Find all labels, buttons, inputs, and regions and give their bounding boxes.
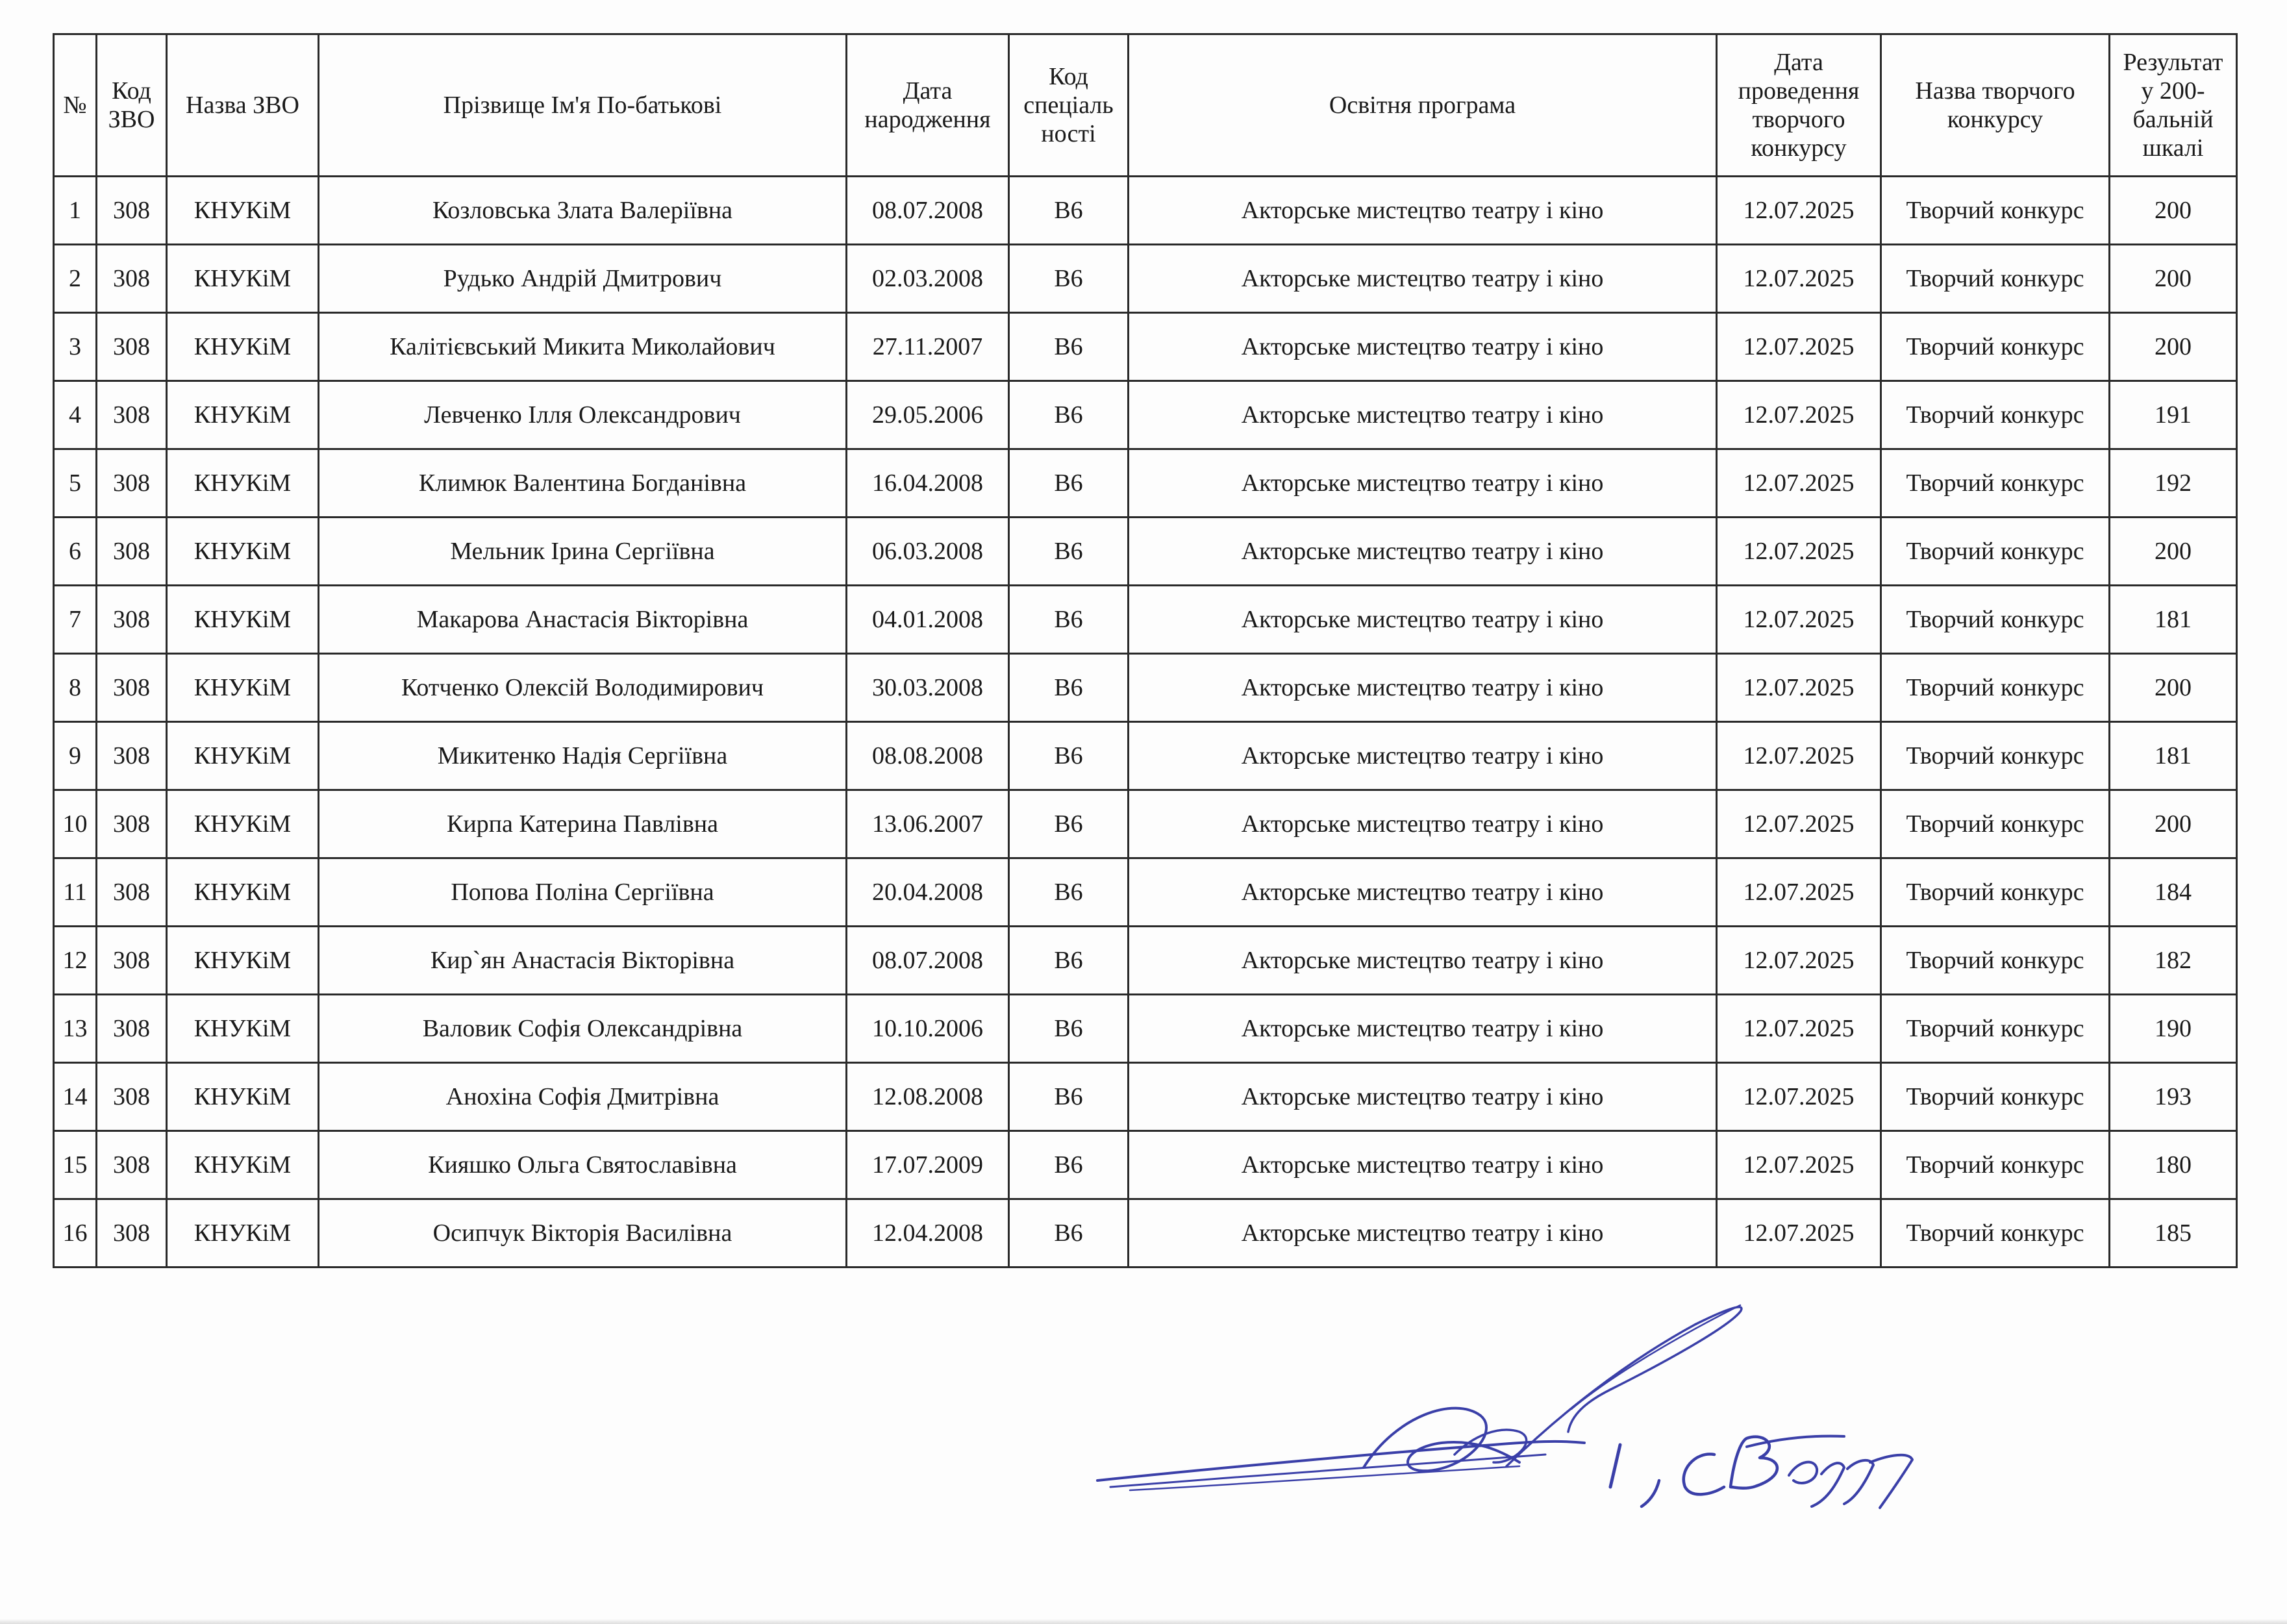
cell-birth-date: 04.01.2008 bbox=[847, 586, 1009, 654]
cell-birth-date: 16.04.2008 bbox=[847, 449, 1009, 518]
cell-name-zvo: КНУКіМ bbox=[167, 790, 319, 858]
header-full-name: Прізвище Ім'я По-батькові bbox=[319, 34, 847, 177]
cell-spec-code: В6 bbox=[1009, 654, 1129, 722]
cell-num: 1 bbox=[54, 177, 97, 245]
cell-num: 3 bbox=[54, 313, 97, 381]
cell-contest-name: Творчий конкурс bbox=[1881, 858, 2110, 927]
cell-contest-name: Творчий конкурс bbox=[1881, 654, 2110, 722]
table-header-row bbox=[54, 34, 2237, 177]
cell-result: 193 bbox=[2110, 1063, 2237, 1131]
cell-contest-name: Творчий конкурс bbox=[1881, 449, 2110, 518]
cell-program: Акторське мистецтво театру і кіно bbox=[1129, 1131, 1717, 1199]
cell-name-zvo: КНУКіМ bbox=[167, 381, 319, 449]
table-row bbox=[54, 177, 2237, 245]
table-row bbox=[54, 790, 2237, 858]
scan-edge bbox=[0, 1619, 2287, 1624]
cell-program: Акторське мистецтво театру і кіно bbox=[1129, 858, 1717, 927]
cell-code-zvo: 308 bbox=[97, 177, 167, 245]
cell-contest-date: 12.07.2025 bbox=[1717, 927, 1881, 995]
cell-num: 9 bbox=[54, 722, 97, 790]
cell-program: Акторське мистецтво театру і кіно bbox=[1129, 654, 1717, 722]
cell-num: 14 bbox=[54, 1063, 97, 1131]
header-result: Результат у 200-бальній шкалі bbox=[2110, 34, 2237, 177]
cell-spec-code: В6 bbox=[1009, 449, 1129, 518]
cell-full-name: Левченко Ілля Олександрович bbox=[319, 381, 847, 449]
cell-code-zvo: 308 bbox=[97, 1131, 167, 1199]
cell-num: 7 bbox=[54, 586, 97, 654]
cell-full-name: Калітієвський Микита Миколайович bbox=[319, 313, 847, 381]
cell-spec-code: В6 bbox=[1009, 1063, 1129, 1131]
cell-num: 8 bbox=[54, 654, 97, 722]
cell-birth-date: 29.05.2006 bbox=[847, 381, 1009, 449]
header-name-zvo: Назва ЗВО bbox=[167, 34, 319, 177]
cell-program: Акторське мистецтво театру і кіно bbox=[1129, 790, 1717, 858]
table-row bbox=[54, 722, 2237, 790]
cell-contest-name: Творчий конкурс bbox=[1881, 790, 2110, 858]
cell-contest-date: 12.07.2025 bbox=[1717, 722, 1881, 790]
cell-num: 6 bbox=[54, 518, 97, 586]
cell-result: 185 bbox=[2110, 1199, 2237, 1268]
cell-spec-code: В6 bbox=[1009, 858, 1129, 927]
cell-num: 4 bbox=[54, 381, 97, 449]
cell-spec-code: В6 bbox=[1009, 790, 1129, 858]
cell-code-zvo: 308 bbox=[97, 654, 167, 722]
cell-result: 200 bbox=[2110, 790, 2237, 858]
cell-full-name: Осипчук Вікторія Василівна bbox=[319, 1199, 847, 1268]
table-row bbox=[54, 654, 2237, 722]
cell-contest-name: Творчий конкурс bbox=[1881, 381, 2110, 449]
results-table bbox=[53, 33, 2238, 1268]
header-contest-name: Назва творчого конкурсу bbox=[1881, 34, 2110, 177]
cell-full-name: Попова Поліна Сергіївна bbox=[319, 858, 847, 927]
cell-name-zvo: КНУКіМ bbox=[167, 449, 319, 518]
cell-contest-date: 12.07.2025 bbox=[1717, 654, 1881, 722]
cell-program: Акторське мистецтво театру і кіно bbox=[1129, 449, 1717, 518]
cell-contest-date: 12.07.2025 bbox=[1717, 995, 1881, 1063]
cell-spec-code: В6 bbox=[1009, 313, 1129, 381]
cell-code-zvo: 308 bbox=[97, 995, 167, 1063]
cell-contest-name: Творчий конкурс bbox=[1881, 1063, 2110, 1131]
cell-code-zvo: 308 bbox=[97, 518, 167, 586]
cell-code-zvo: 308 bbox=[97, 722, 167, 790]
cell-result: 180 bbox=[2110, 1131, 2237, 1199]
cell-code-zvo: 308 bbox=[97, 245, 167, 313]
table-row bbox=[54, 858, 2237, 927]
handwritten-signature bbox=[1091, 1292, 1961, 1513]
cell-num: 12 bbox=[54, 927, 97, 995]
cell-contest-name: Творчий конкурс bbox=[1881, 1131, 2110, 1199]
cell-name-zvo: КНУКіМ bbox=[167, 654, 319, 722]
cell-full-name: Котченко Олексій Володимирович bbox=[319, 654, 847, 722]
cell-code-zvo: 308 bbox=[97, 1199, 167, 1268]
cell-name-zvo: КНУКіМ bbox=[167, 858, 319, 927]
cell-birth-date: 06.03.2008 bbox=[847, 518, 1009, 586]
cell-birth-date: 10.10.2006 bbox=[847, 995, 1009, 1063]
cell-contest-date: 12.07.2025 bbox=[1717, 381, 1881, 449]
cell-full-name: Козловська Злата Валеріївна bbox=[319, 177, 847, 245]
cell-contest-name: Творчий конкурс bbox=[1881, 518, 2110, 586]
cell-code-zvo: 308 bbox=[97, 858, 167, 927]
cell-name-zvo: КНУКіМ bbox=[167, 245, 319, 313]
cell-full-name: Анохіна Софія Дмитрівна bbox=[319, 1063, 847, 1131]
cell-contest-name: Творчий конкурс bbox=[1881, 313, 2110, 381]
table-row bbox=[54, 381, 2237, 449]
cell-code-zvo: 308 bbox=[97, 313, 167, 381]
cell-contest-date: 12.07.2025 bbox=[1717, 1131, 1881, 1199]
cell-program: Акторське мистецтво театру і кіно bbox=[1129, 313, 1717, 381]
cell-code-zvo: 308 bbox=[97, 790, 167, 858]
cell-name-zvo: КНУКіМ bbox=[167, 995, 319, 1063]
cell-contest-name: Творчий конкурс bbox=[1881, 995, 2110, 1063]
header-spec-code: Код спеціаль ності bbox=[1009, 34, 1129, 177]
cell-result: 200 bbox=[2110, 518, 2237, 586]
cell-result: 181 bbox=[2110, 722, 2237, 790]
cell-result: 200 bbox=[2110, 177, 2237, 245]
cell-spec-code: В6 bbox=[1009, 1199, 1129, 1268]
cell-birth-date: 08.07.2008 bbox=[847, 177, 1009, 245]
cell-birth-date: 12.04.2008 bbox=[847, 1199, 1009, 1268]
cell-num: 11 bbox=[54, 858, 97, 927]
cell-contest-name: Творчий конкурс bbox=[1881, 1199, 2110, 1268]
cell-program: Акторське мистецтво театру і кіно bbox=[1129, 927, 1717, 995]
cell-contest-name: Творчий конкурс bbox=[1881, 586, 2110, 654]
cell-contest-date: 12.07.2025 bbox=[1717, 586, 1881, 654]
cell-program: Акторське мистецтво театру і кіно bbox=[1129, 1063, 1717, 1131]
cell-full-name: Рудько Андрій Дмитрович bbox=[319, 245, 847, 313]
header-num: № bbox=[54, 34, 97, 177]
cell-program: Акторське мистецтво театру і кіно bbox=[1129, 586, 1717, 654]
cell-result: 200 bbox=[2110, 245, 2237, 313]
header-birth-date: Дата народження bbox=[847, 34, 1009, 177]
cell-num: 5 bbox=[54, 449, 97, 518]
cell-spec-code: В6 bbox=[1009, 1131, 1129, 1199]
cell-contest-name: Творчий конкурс bbox=[1881, 722, 2110, 790]
cell-name-zvo: КНУКіМ bbox=[167, 313, 319, 381]
cell-name-zvo: КНУКіМ bbox=[167, 177, 319, 245]
header-contest-date: Дата проведення творчого конкурсу bbox=[1717, 34, 1881, 177]
cell-name-zvo: КНУКіМ bbox=[167, 927, 319, 995]
cell-birth-date: 13.06.2007 bbox=[847, 790, 1009, 858]
cell-contest-date: 12.07.2025 bbox=[1717, 313, 1881, 381]
cell-birth-date: 30.03.2008 bbox=[847, 654, 1009, 722]
table-row bbox=[54, 1063, 2237, 1131]
cell-spec-code: В6 bbox=[1009, 722, 1129, 790]
table-row bbox=[54, 586, 2237, 654]
cell-contest-date: 12.07.2025 bbox=[1717, 518, 1881, 586]
table-row bbox=[54, 313, 2237, 381]
table-row bbox=[54, 927, 2237, 995]
cell-full-name: Мельник Ірина Сергіївна bbox=[319, 518, 847, 586]
cell-spec-code: В6 bbox=[1009, 586, 1129, 654]
table-body bbox=[54, 177, 2237, 1268]
cell-num: 10 bbox=[54, 790, 97, 858]
cell-spec-code: В6 bbox=[1009, 381, 1129, 449]
cell-program: Акторське мистецтво театру і кіно bbox=[1129, 722, 1717, 790]
header-program: Освітня програма bbox=[1129, 34, 1717, 177]
table-row bbox=[54, 245, 2237, 313]
cell-full-name: Кирпа Катерина Павлівна bbox=[319, 790, 847, 858]
cell-full-name: Кияшко Ольга Святославівна bbox=[319, 1131, 847, 1199]
cell-program: Акторське мистецтво театру і кіно bbox=[1129, 381, 1717, 449]
cell-result: 182 bbox=[2110, 927, 2237, 995]
cell-result: 190 bbox=[2110, 995, 2237, 1063]
cell-birth-date: 08.07.2008 bbox=[847, 927, 1009, 995]
cell-full-name: Валовик Софія Олександрівна bbox=[319, 995, 847, 1063]
cell-full-name: Макарова Анастасія Вікторівна bbox=[319, 586, 847, 654]
cell-code-zvo: 308 bbox=[97, 586, 167, 654]
cell-birth-date: 20.04.2008 bbox=[847, 858, 1009, 927]
cell-full-name: Кир`ян Анастасія Вікторівна bbox=[319, 927, 847, 995]
table-row bbox=[54, 1131, 2237, 1199]
cell-num: 13 bbox=[54, 995, 97, 1063]
cell-result: 200 bbox=[2110, 313, 2237, 381]
cell-program: Акторське мистецтво театру і кіно bbox=[1129, 1199, 1717, 1268]
cell-result: 200 bbox=[2110, 654, 2237, 722]
cell-birth-date: 12.08.2008 bbox=[847, 1063, 1009, 1131]
cell-contest-name: Творчий конкурс bbox=[1881, 177, 2110, 245]
cell-contest-name: Творчий конкурс bbox=[1881, 927, 2110, 995]
table-row bbox=[54, 1199, 2237, 1268]
cell-num: 16 bbox=[54, 1199, 97, 1268]
cell-contest-date: 12.07.2025 bbox=[1717, 790, 1881, 858]
cell-contest-date: 12.07.2025 bbox=[1717, 1063, 1881, 1131]
cell-contest-name: Творчий конкурс bbox=[1881, 245, 2110, 313]
cell-birth-date: 27.11.2007 bbox=[847, 313, 1009, 381]
cell-name-zvo: КНУКіМ bbox=[167, 1063, 319, 1131]
cell-contest-date: 12.07.2025 bbox=[1717, 858, 1881, 927]
cell-name-zvo: КНУКіМ bbox=[167, 1131, 319, 1199]
cell-code-zvo: 308 bbox=[97, 927, 167, 995]
table-row bbox=[54, 518, 2237, 586]
cell-result: 184 bbox=[2110, 858, 2237, 927]
cell-num: 15 bbox=[54, 1131, 97, 1199]
header-code-zvo: Код ЗВО bbox=[97, 34, 167, 177]
cell-contest-date: 12.07.2025 bbox=[1717, 449, 1881, 518]
cell-program: Акторське мистецтво театру і кіно bbox=[1129, 518, 1717, 586]
cell-spec-code: В6 bbox=[1009, 927, 1129, 995]
cell-name-zvo: КНУКіМ bbox=[167, 1199, 319, 1268]
cell-name-zvo: КНУКіМ bbox=[167, 518, 319, 586]
table-row bbox=[54, 449, 2237, 518]
cell-code-zvo: 308 bbox=[97, 381, 167, 449]
cell-name-zvo: КНУКіМ bbox=[167, 586, 319, 654]
cell-spec-code: В6 bbox=[1009, 245, 1129, 313]
cell-birth-date: 08.08.2008 bbox=[847, 722, 1009, 790]
cell-spec-code: В6 bbox=[1009, 995, 1129, 1063]
cell-program: Акторське мистецтво театру і кіно bbox=[1129, 995, 1717, 1063]
cell-contest-date: 12.07.2025 bbox=[1717, 1199, 1881, 1268]
cell-full-name: Микитенко Надія Сергіївна bbox=[319, 722, 847, 790]
cell-code-zvo: 308 bbox=[97, 1063, 167, 1131]
cell-contest-date: 12.07.2025 bbox=[1717, 245, 1881, 313]
cell-name-zvo: КНУКіМ bbox=[167, 722, 319, 790]
cell-code-zvo: 308 bbox=[97, 449, 167, 518]
cell-spec-code: В6 bbox=[1009, 177, 1129, 245]
cell-spec-code: В6 bbox=[1009, 518, 1129, 586]
cell-program: Акторське мистецтво театру і кіно bbox=[1129, 245, 1717, 313]
cell-full-name: Климюк Валентина Богданівна bbox=[319, 449, 847, 518]
table-row bbox=[54, 995, 2237, 1063]
cell-num: 2 bbox=[54, 245, 97, 313]
cell-result: 191 bbox=[2110, 381, 2237, 449]
cell-birth-date: 02.03.2008 bbox=[847, 245, 1009, 313]
cell-birth-date: 17.07.2009 bbox=[847, 1131, 1009, 1199]
cell-result: 181 bbox=[2110, 586, 2237, 654]
cell-result: 192 bbox=[2110, 449, 2237, 518]
cell-program: Акторське мистецтво театру і кіно bbox=[1129, 177, 1717, 245]
cell-contest-date: 12.07.2025 bbox=[1717, 177, 1881, 245]
